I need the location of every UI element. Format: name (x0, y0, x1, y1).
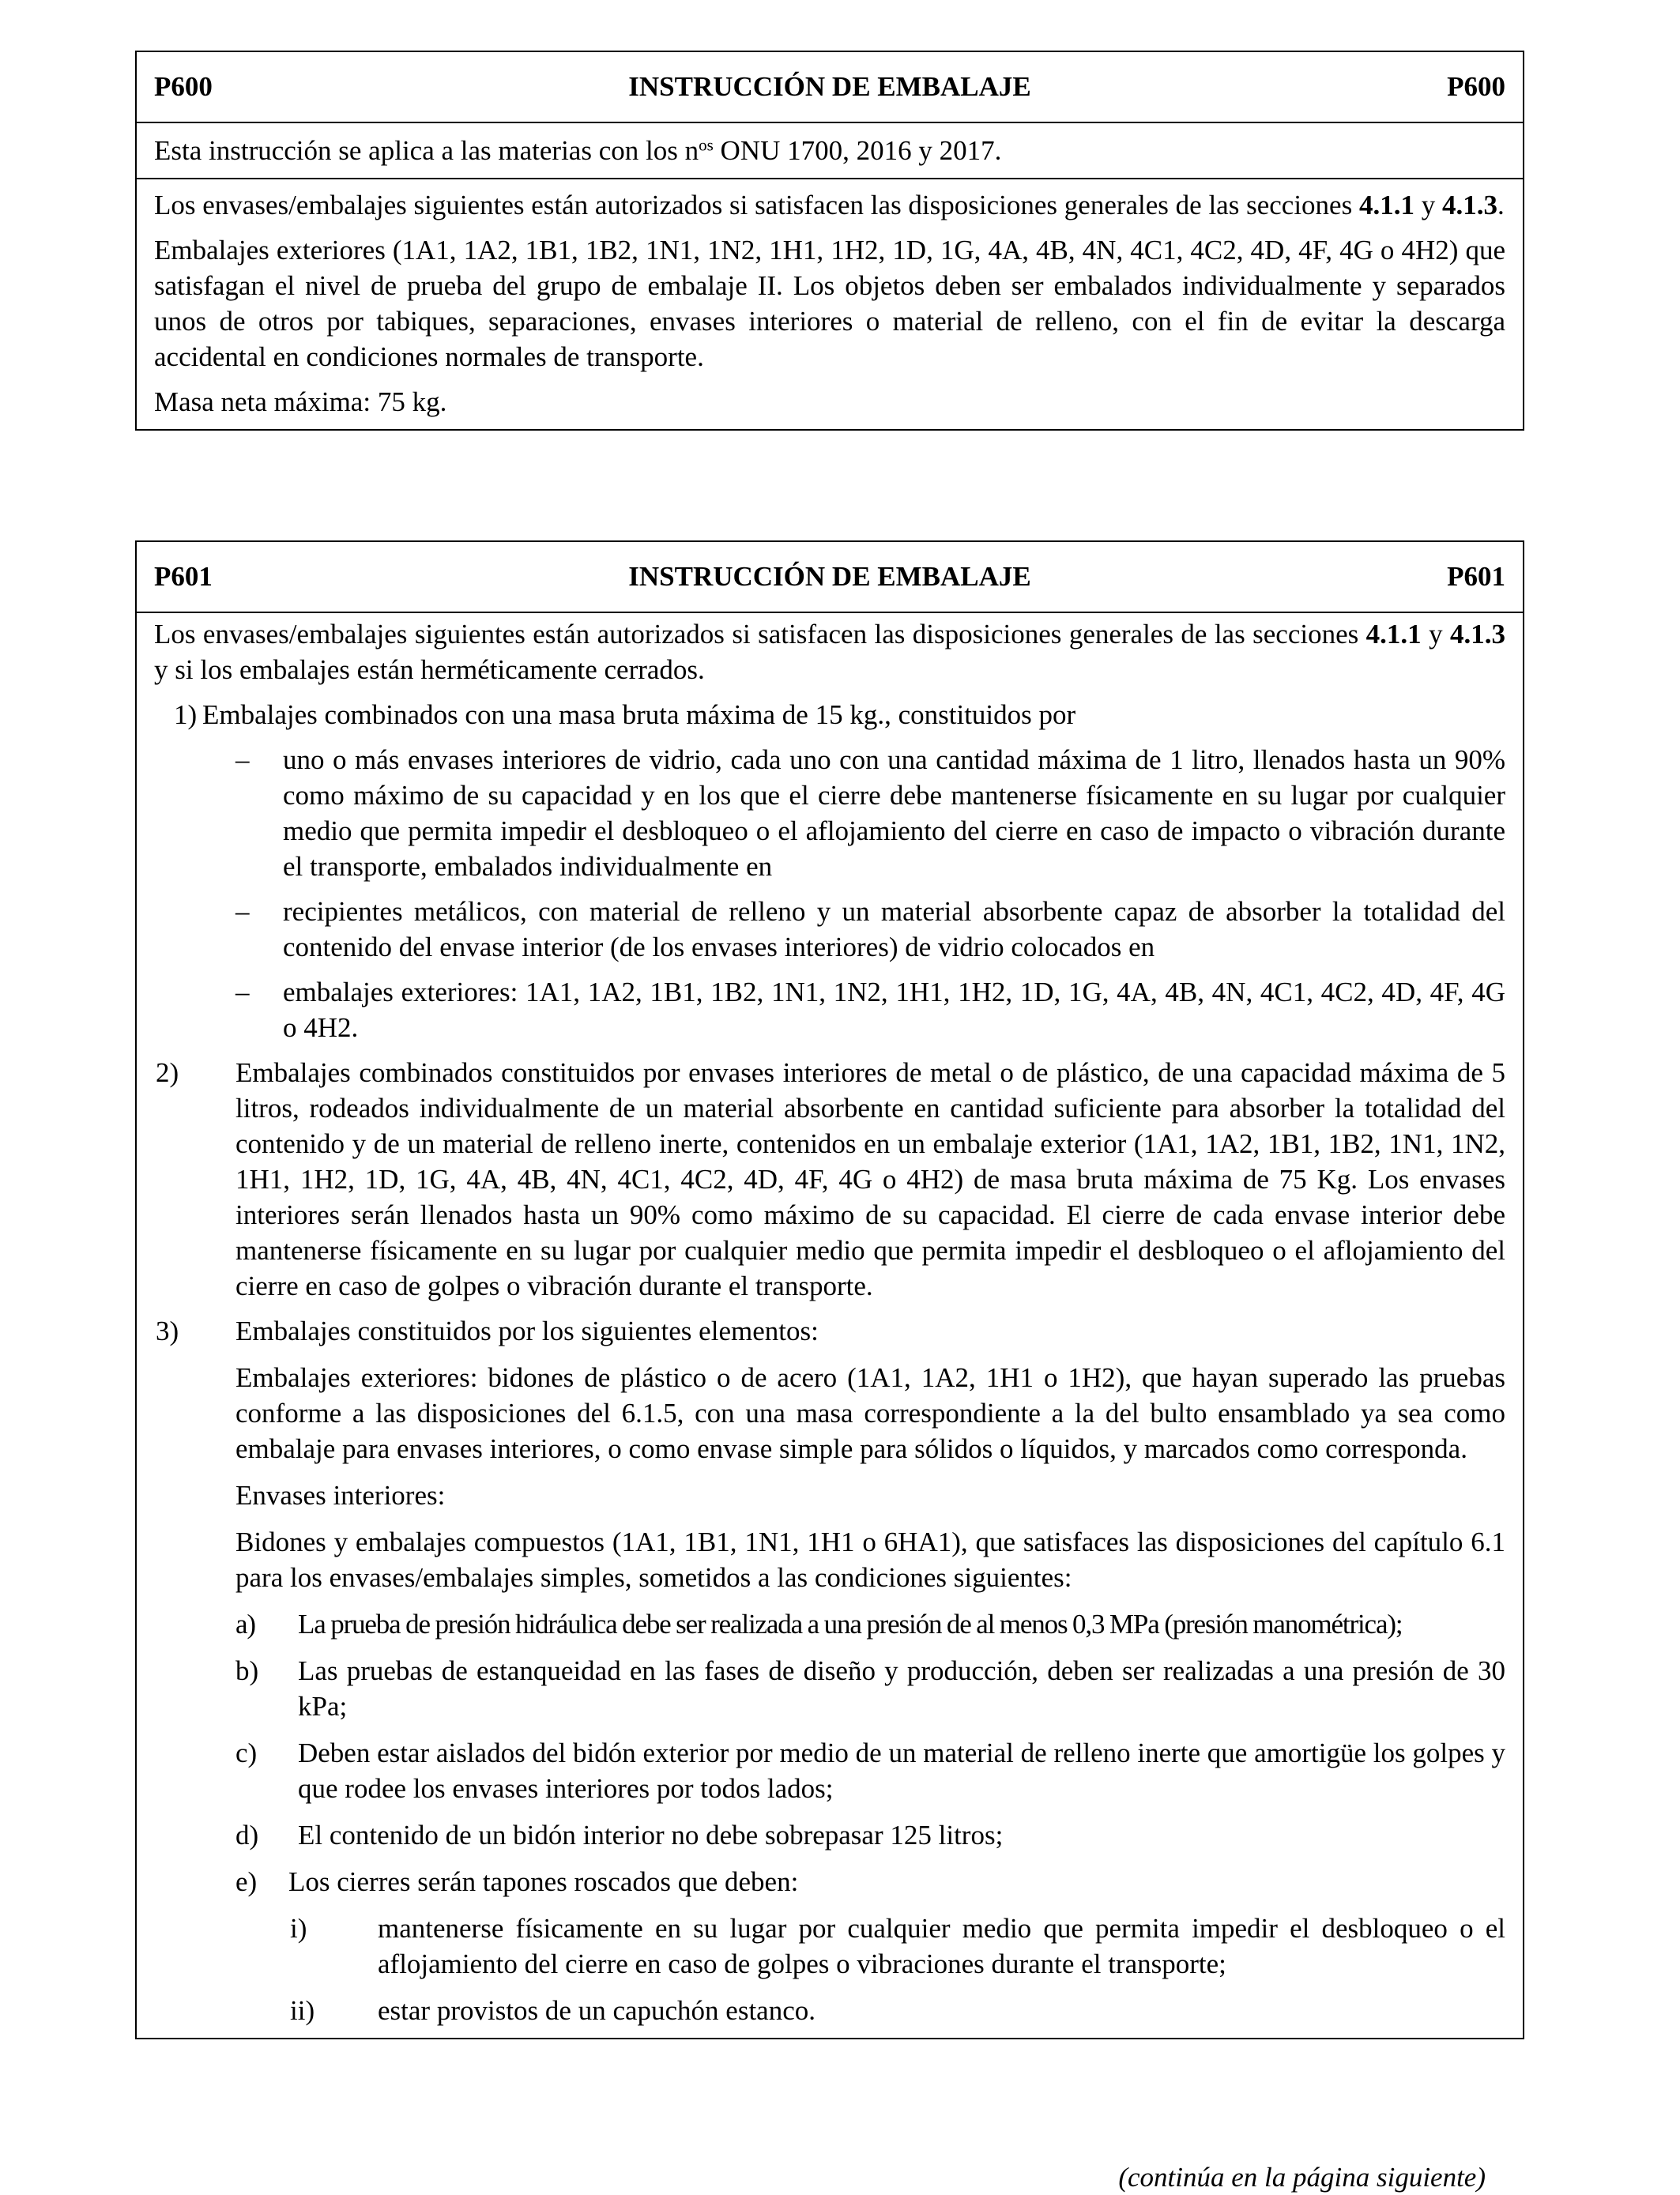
p601-item-1-text: Embalajes combinados con una masa bruta máxima de 15 kg., constituidos por (202, 699, 1076, 730)
p601-item-3 (154, 1313, 1505, 1349)
p600-applicability-text: Esta instrucción se aplica a las materias con los $n^{os}$ ONU 1700, 2016 y 2017. (154, 135, 1002, 166)
p601-code-left: P601 (154, 561, 213, 592)
p601-item-1-dash-1-label: – (235, 744, 250, 775)
p601-item-3-condition-a (154, 1606, 1505, 1642)
continued-on-next-page-note: (continúa en la página siguiente) (1118, 2162, 1486, 2193)
p601-title: INSTRUCCIÓN DE EMBALAJE (628, 561, 1031, 592)
p601-item-3-condition-d (154, 1817, 1505, 1853)
p601-item-2-label: 2) (156, 1057, 179, 1088)
p601-item-3-condition-b-text: Las pruebas de estanqueidad en las fases de diseño y producción, deben ser realizadas a una presión de 30 kPa; (298, 1655, 1505, 1722)
packing-instruction-p601 (135, 540, 1524, 2039)
p601-intro-paragraph: Los envases/embalajes siguientes están autorizados si satisfacen las disposiciones generales de las secciones 4.1.1 y 4.1.3 y si los embalajes están herméticamente cerrados. (154, 619, 1505, 685)
p601-item-3-condition-b (154, 1653, 1505, 1724)
p601-item-3-text: Embalajes constituidos por los siguientes elementos: (235, 1316, 819, 1346)
p601-header (137, 542, 1523, 613)
p600-authorization-paragraph: Los envases/embalajes siguientes están autorizados si satisfacen las disposiciones generales de las secciones 4.1.1 y 4.1.3. (154, 190, 1505, 220)
p601-item-1-dash-2-label: – (235, 896, 250, 927)
p600-max-net-mass: Masa neta máxima: 75 kg. (154, 386, 447, 417)
p601-item-1-dash-2 (154, 894, 1505, 965)
packing-instruction-p600 (135, 51, 1524, 431)
p601-item-3-closure-i (154, 1911, 1505, 1982)
p601-item-3-label: 3) (156, 1316, 179, 1346)
p601-item-3-condition-c-text: Deben estar aislados del bidón exterior por medio de un material de relleno inerte que amortigüe los golpes y que rodee los envases interiores por todos lados; (298, 1738, 1505, 1804)
p601-item-1-dash-3-label: – (235, 977, 250, 1007)
p601-item-3-closure-i-text: mantenerse físicamente en su lugar por cualquier medio que permita impedir el desbloqueo o el aflojamiento del cierre en caso de golpes o vibraciones durante el transporte; (378, 1913, 1505, 1979)
p600-code-right: P600 (1447, 71, 1505, 102)
p601-code-right: P601 (1447, 561, 1505, 592)
p601-item-3-condition-e (154, 1864, 1505, 1899)
p601-item-1-dash-3-text: embalajes exteriores: 1A1, 1A2, 1B1, 1B2, 1N1, 1N2, 1H1, 1H2, 1D, 1G, 4A, 4B, 4N, 4C1, 4C2, 4D, 4F, 4G o 4H2. (283, 977, 1505, 1043)
p601-item-3-condition-a-text: La prueba de presión hidráulica debe ser realizada a una presión de al menos 0,3 MPa (presión manométrica); (298, 1609, 1403, 1640)
p600-header (137, 52, 1523, 123)
p601-item-3-condition-e-label: e) (235, 1866, 258, 1897)
p601-body (137, 613, 1523, 2038)
p601-item-3-condition-e-text: Los cierres serán tapones roscados que deben: (288, 1866, 799, 1897)
p601-item-3-condition-b-label: b) (235, 1655, 259, 1686)
p601-item-2 (154, 1055, 1505, 1304)
p601-item-3-condition-a-label: a) (235, 1609, 255, 1640)
p600-body (137, 179, 1523, 429)
p601-item-1-dash-1-text: uno o más envases interiores de vidrio, cada uno con una cantidad máxima de 1 litro, llenados hasta un 90% como máximo de su capacidad y en los que el cierre debe mantenerse físicamente en su lugar por cualquier medio que permita impedir el desbloqueo o el aflojamiento del cierre en caso de impacto o vibración durante el transporte, embalados individualmente en (283, 744, 1505, 882)
p601-item-1-label: 1) (174, 699, 198, 730)
p601-item-1-dash-3 (154, 974, 1505, 1045)
p600-title: INSTRUCCIÓN DE EMBALAJE (628, 71, 1031, 102)
p601-item-1 (154, 697, 1505, 732)
p601-item-3-condition-d-label: d) (235, 1820, 259, 1851)
p601-item-3-inner-heading: Envases interiores: (235, 1480, 446, 1511)
p600-code-left: P600 (154, 71, 213, 102)
p601-item-3-condition-d-text: El contenido de un bidón interior no debe sobrepasar 125 litros; (298, 1820, 1004, 1851)
p601-item-3-inner-text: Bidones y embalajes compuestos (1A1, 1B1, 1N1, 1H1 o 6HA1), que satisfaces las disposiciones del capítulo 6.1 para los envases/embalajes simples, sometidos a las condiciones siguientes: (235, 1527, 1505, 1593)
p601-item-1-dash-2-text: recipientes metálicos, con material de relleno y un material absorbente capaz de absorber la totalidad del contenido del envase interior (de los envases interiores) de vidrio colocados en (283, 896, 1505, 962)
p601-item-3-closure-i-label: i) (290, 1913, 307, 1944)
p601-item-1-dash-1 (154, 742, 1505, 884)
p601-item-3-closure-ii (154, 1993, 1505, 2028)
p601-item-2-text: Embalajes combinados constituidos por envases interiores de metal o de plástico, de una capacidad máxima de 5 litros, rodeados individualmente de un material absorbente en cantidad suficiente para absorber la totalidad del contenido y de un material de relleno inerte, contenidos en un embalaje exterior (1A1, 1A2, 1B1, 1B2, 1N1, 1N2, 1H1, 1H2, 1D, 1G, 4A, 4B, 4N, 4C1, 4C2, 4D, 4F, 4G o 4H2) de masa bruta máxima de 75 Kg. Los envases interiores serán llenados hasta un 90% como máximo de su capacidad. El cierre de cada envase interior debe mantenerse físicamente en su lugar por cualquier medio que permita impedir el desbloqueo o el aflojamiento del cierre en caso de golpes o vibración durante el transporte. (235, 1057, 1505, 1301)
p601-item-3-closure-ii-label: ii) (290, 1995, 315, 2026)
p601-item-3-closure-ii-text: estar provistos de un capuchón estanco. (378, 1995, 816, 2026)
p601-item-3-condition-c (154, 1735, 1505, 1806)
p601-item-3-outer-packagings: Embalajes exteriores: bidones de plástico o de acero (1A1, 1A2, 1H1 o 1H2), que hayan superado las pruebas conforme a las disposiciones del 6.1.5, con una masa correspondiente a la del bulto ensamblado ya sea como embalaje para envases interiores, o como envase simple para sólidos o líquidos, y marcados como corresponda. (235, 1362, 1505, 1464)
p600-applicability (137, 123, 1523, 179)
p601-item-3-condition-c-label: c) (235, 1738, 258, 1768)
p600-outer-packagings-paragraph: Embalajes exteriores (1A1, 1A2, 1B1, 1B2, 1N1, 1N2, 1H1, 1H2, 1D, 1G, 4A, 4B, 4N, 4C1, 4C2, 4D, 4F, 4G o 4H2) que satisfagan el nivel de prueba del grupo de embalaje II. Los objetos deben ser embalados individualmente y separados unos de otros por tabiques, separaciones, envases interiores o material de relleno, con el fin de evitar la descarga accidental en condiciones normales de transporte. (154, 235, 1505, 372)
